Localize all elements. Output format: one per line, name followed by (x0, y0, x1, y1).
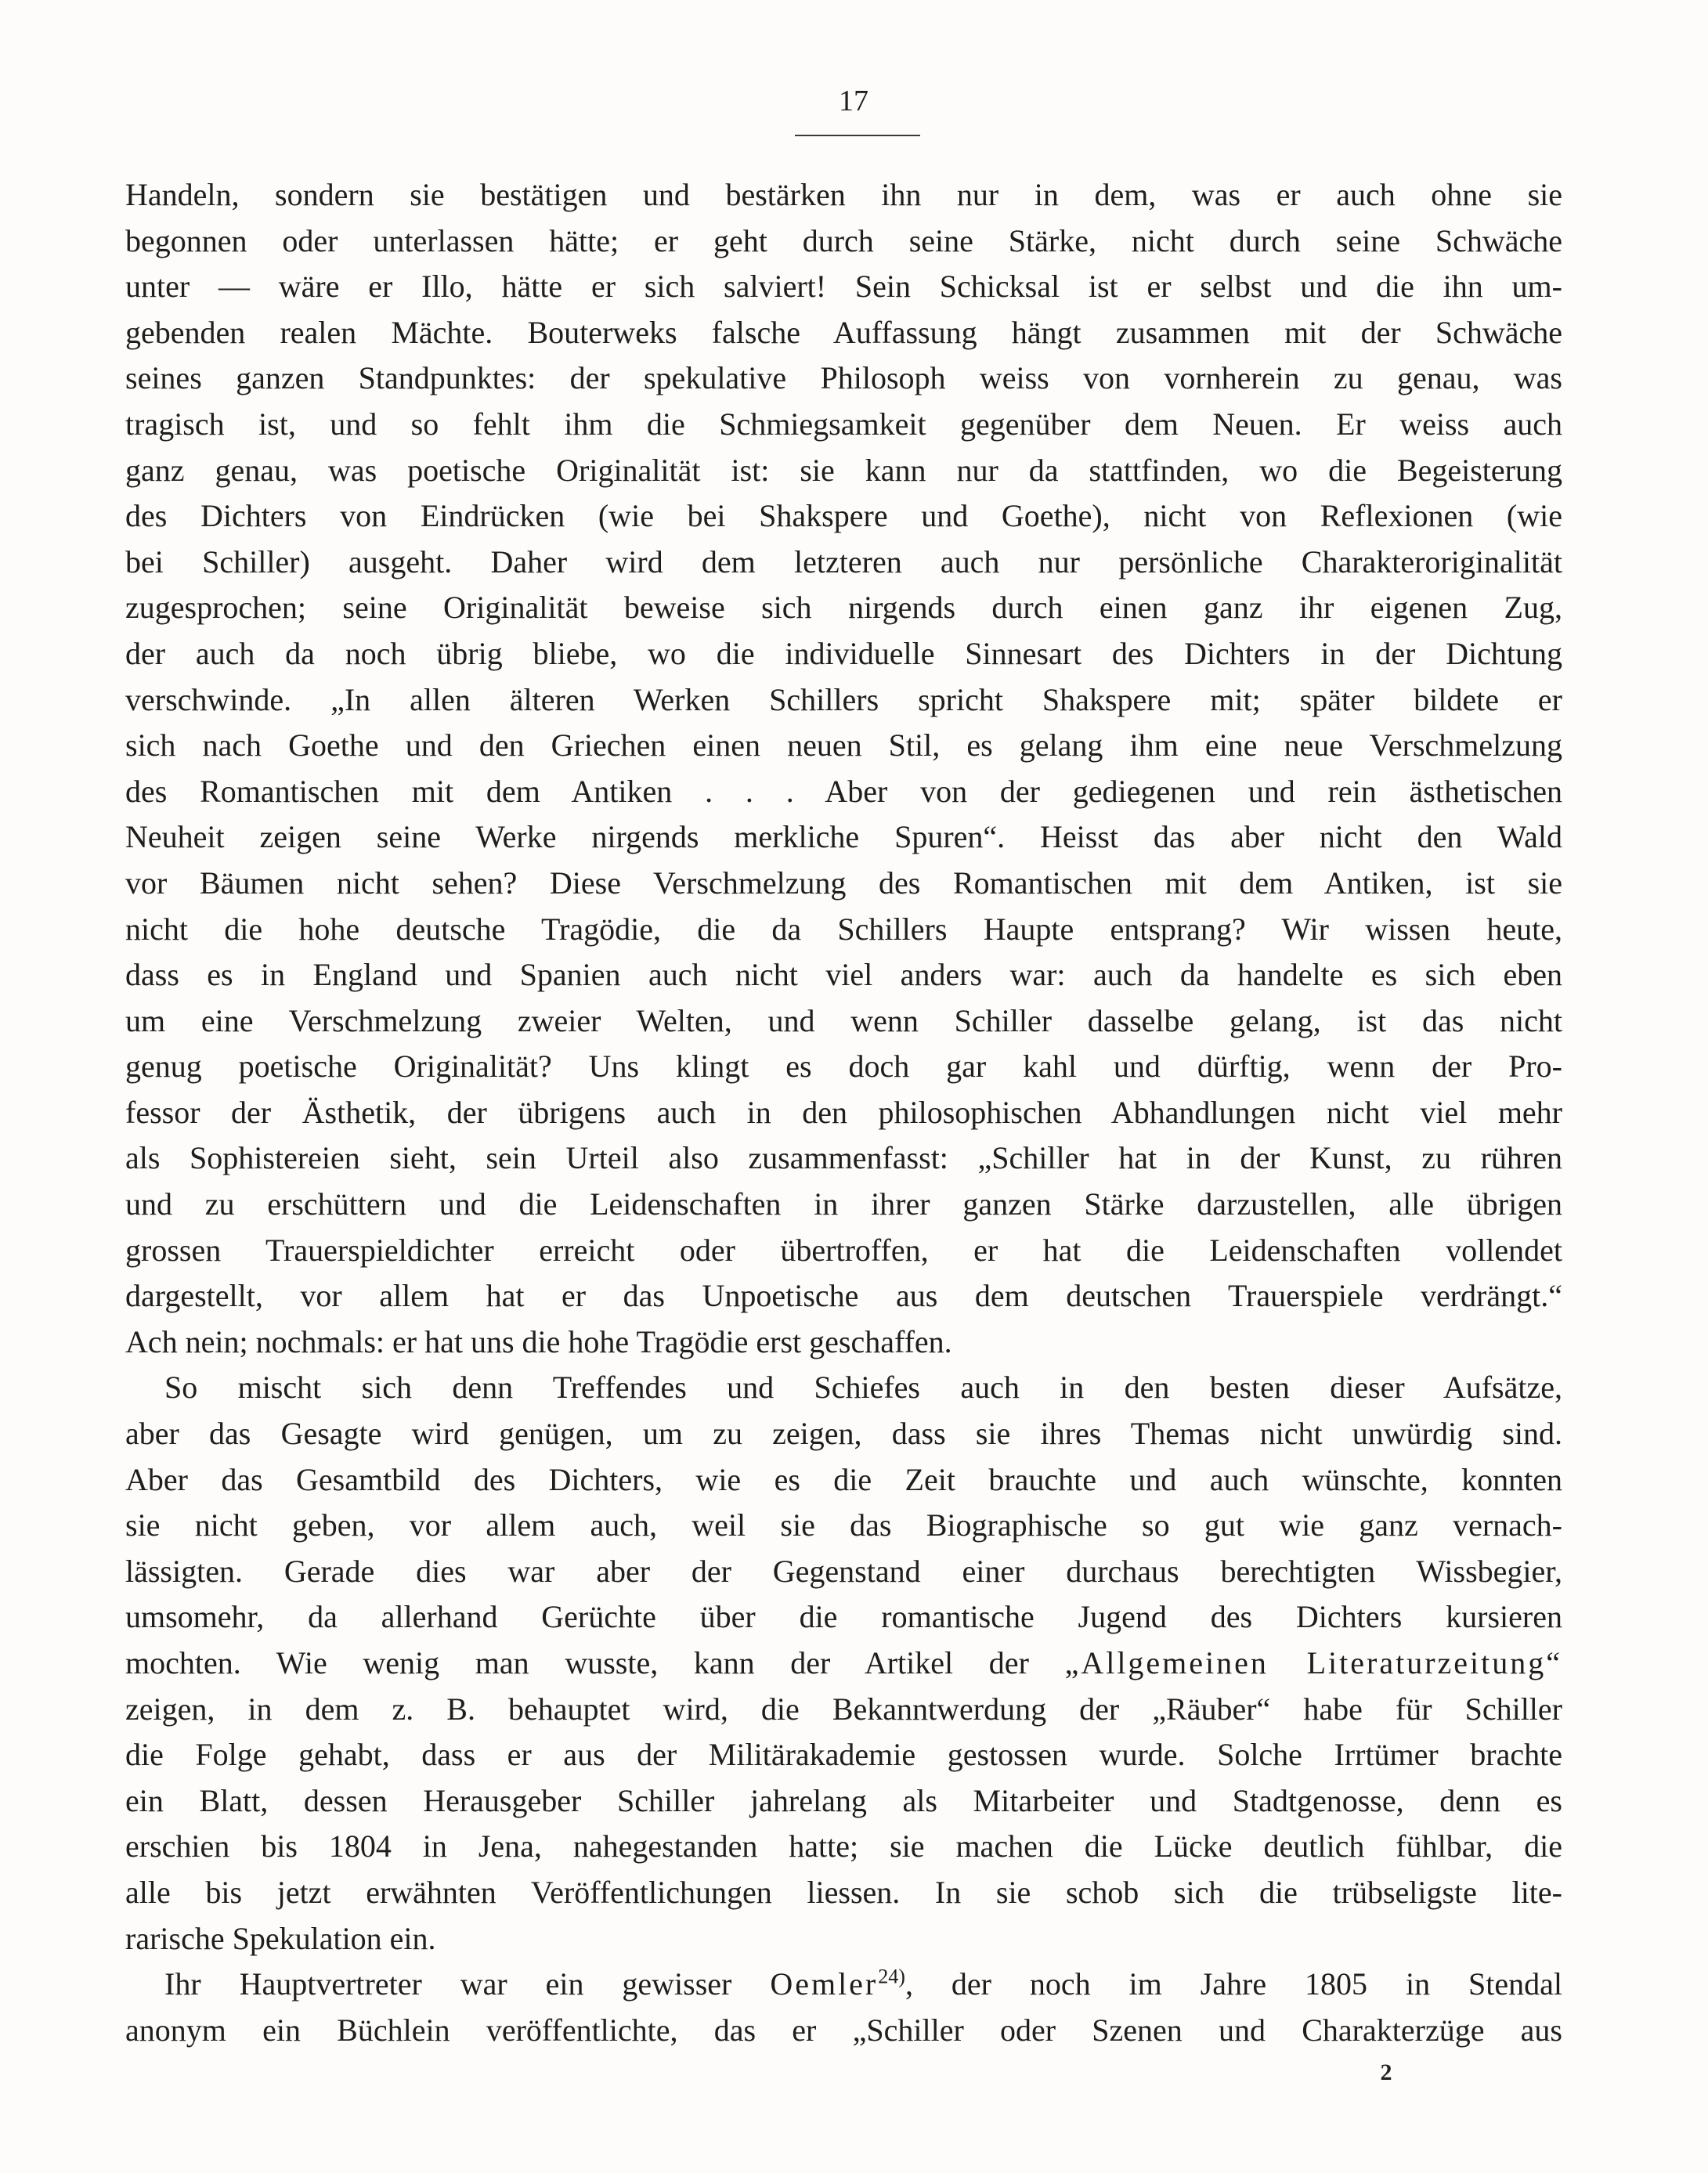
text-segment: , der noch im Jahre 1805 in Stendal (905, 1966, 1563, 2002)
text-line: als Sophistereien sieht, sein Urteil also zusammenfasst: „Schiller hat in der Kunst, zu rühren (125, 1140, 1562, 1176)
text-line: alle bis jetzt erwähnten Veröffentlichungen liessen. In sie schob sich die trübseligste lite- (125, 1874, 1562, 1910)
text-line: aber das Gesagte wird genügen, um zu zeigen, dass sie ihres Themas nicht unwürdig sind. (125, 1416, 1562, 1452)
text-line: Ach nein; nochmals: er hat uns die hohe Tragödie erst geschaffen. (125, 1323, 952, 1359)
text-line: gebenden realen Mächte. Bouterweks falsche Auffassung hängt zusammen mit der Schwäche (125, 314, 1562, 350)
text-line: begonnen oder unterlassen hätte; er geht durch seine Stärke, nicht durch seine Schwäche (125, 222, 1562, 258)
text-line: tragisch ist, und so fehlt ihm die Schmiegsamkeit gegenüber dem Neuen. Er weiss auch (125, 406, 1562, 442)
text-line: fessor der Ästhetik, der übrigens auch in den philosophischen Abhandlungen nicht viel mehr (125, 1094, 1562, 1130)
text-line (125, 1641, 1562, 1687)
text-line: lässigten. Gerade dies war aber der Gegenstand einer durchaus berechtigten Wissbegier, (125, 1553, 1562, 1589)
text-line: genug poetische Originalität? Uns klingt es doch gar kahl und dürftig, wenn der Pro- (125, 1049, 1562, 1085)
text-line: und zu erschüttern und die Leidenschaften in ihrer ganzen Stärke darzustellen, alle übrigen (125, 1186, 1562, 1222)
signature-mark: 2 (1380, 2059, 1392, 2085)
text-line: unter — wäre er Illo, hätte er sich salviert! Sein Schicksal ist er selbst und die ihn um- (125, 269, 1562, 305)
text-line: ganz genau, was poetische Originalität ist: sie kann nur da stattfinden, wo die Begeisterung (125, 452, 1562, 488)
text-line: dass es in England und Spanien auch nicht viel anders war: auch da handelte es sich eben (125, 957, 1562, 993)
text-line: Neuheit zeigen seine Werke nirgends merkliche Spuren“. Heisst das aber nicht den Wald (125, 819, 1562, 855)
text-line: umsomehr, da allerhand Gerüchte über die romantische Jugend des Dichters kursieren (125, 1599, 1562, 1635)
text-line: erschien bis 1804 in Jena, nahegestanden hatte; sie machen die Lücke deutlich fühlbar, die (125, 1828, 1562, 1864)
paragraph-start-line: So mischt sich denn Treffendes und Schiefes auch in den besten dieser Aufsätze, (164, 1370, 1562, 1406)
text-line: dargestellt, vor allem hat er das Unpoetische aus dem deutschen Trauerspiele verdrängt.“ (125, 1278, 1562, 1314)
text-segment: Ihr Hauptvertreter war ein gewisser (164, 1966, 732, 2002)
body-text (125, 172, 1562, 2053)
page-number: 17 (839, 85, 868, 117)
text-line: verschwinde. „In allen älteren Werken Schillers spricht Shakspere mit; später bildete er (125, 681, 1562, 717)
text-line: sie nicht geben, vor allem auch, weil sie das Biographische so gut wie ganz vernach- (125, 1507, 1562, 1543)
text-line: zugesprochen; seine Originalität beweise sich nirgends durch einen ganz ihr eigenen Zug, (125, 590, 1562, 626)
text-line: zeigen, in dem z. B. behauptet wird, die Bekanntwerdung der „Räuber“ habe für Schiller (125, 1691, 1562, 1727)
text-line: sich nach Goethe und den Griechen einen neuen Stil, es gelang ihm eine neue Verschmelzung (125, 727, 1562, 763)
emphasized-title: „Allgemeinen Literaturzeitung“ (1064, 1645, 1562, 1680)
text-line: Aber das Gesamtbild des Dichters, wie es die Zeit brauchte und auch wünschte, konnten (125, 1461, 1562, 1497)
text-segment: mochten. Wie wenig man wusste, kann der Artikel der (125, 1645, 1029, 1680)
text-line: der auch da noch übrig bliebe, wo die individuelle Sinnesart des Dichters in der Dichtung (125, 635, 1562, 671)
text-line: ein Blatt, dessen Herausgeber Schiller jahrelang als Mitarbeiter und Stadtgenosse, denn es (125, 1782, 1562, 1818)
paragraph-start-line (125, 1962, 1562, 2008)
emphasized-name: Oemler (770, 1966, 879, 2002)
text-line: bei Schiller) ausgeht. Daher wird dem letzteren auch nur persönliche Charakteroriginalität (125, 543, 1562, 579)
text-line: anonym ein Büchlein veröffentlichte, das er „Schiller oder Szenen und Charakterzüge aus (125, 2012, 1562, 2048)
text-line: des Romantischen mit dem Antiken . . . Aber von der gediegenen und rein ästhetischen (125, 773, 1562, 809)
text-line: die Folge gehabt, dass er aus der Militärakademie gestossen wurde. Solche Irrtümer brachte (125, 1737, 1562, 1773)
text-line: grossen Trauerspieldichter erreicht oder übertroffen, er hat die Leidenschaften vollendet (125, 1232, 1562, 1268)
text-line: des Dichters von Eindrücken (wie bei Shakspere und Goethe), nicht von Reflexionen (wie (125, 498, 1562, 534)
text-line: rarische Spekulation ein. (125, 1920, 436, 1956)
text-line: vor Bäumen nicht sehen? Diese Verschmelzung des Romantischen mit dem Antiken, ist sie (125, 865, 1562, 901)
text-line: um eine Verschmelzung zweier Welten, und wenn Schiller dasselbe gelang, ist das nicht (125, 1002, 1562, 1038)
text-line: nicht die hohe deutsche Tragödie, die da Schillers Haupte entsprang? Wir wissen heute, (125, 911, 1562, 947)
text-line: Handeln, sondern sie bestätigen und bestärken ihn nur in dem, was er auch ohne sie (125, 177, 1562, 212)
header-rule (795, 135, 920, 136)
text-line: seines ganzen Standpunktes: der spekulative Philosoph weiss von vornherein zu genau, was (125, 360, 1562, 396)
footnote-reference: 24) (878, 1965, 905, 1988)
